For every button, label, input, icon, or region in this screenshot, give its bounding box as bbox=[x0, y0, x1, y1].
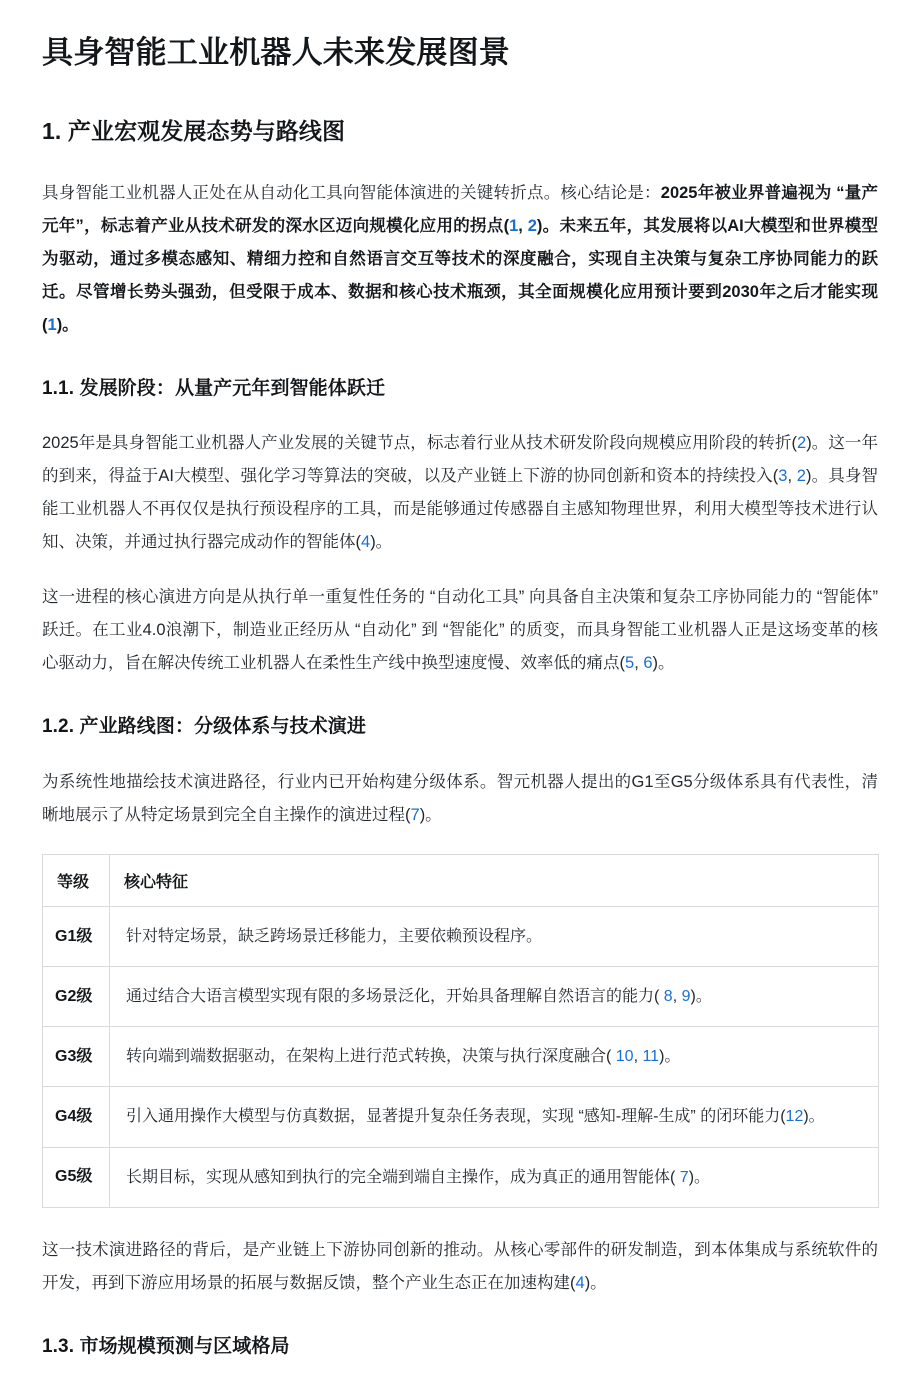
cell-level: G4级 bbox=[43, 1087, 110, 1147]
citation-link[interactable]: 1 bbox=[47, 315, 57, 334]
cell-feature bbox=[110, 1087, 879, 1147]
citation-separator: , bbox=[634, 654, 644, 673]
text-segment: 引入通用操作大模型与仿真数据，显著提升复杂任务表现，实现 “感知-理解-生成” 的闭环能力( bbox=[126, 1108, 786, 1126]
citation-link[interactable]: 4 bbox=[361, 533, 371, 552]
citation-link[interactable]: 7 bbox=[410, 805, 420, 824]
section-heading-1: 1. 产业宏观发展态势与路线图 bbox=[42, 117, 346, 144]
section-1-2-paragraph-1 bbox=[42, 766, 878, 832]
text-segment: )。 bbox=[652, 654, 675, 673]
citation-link[interactable]: 7 bbox=[679, 1168, 689, 1186]
citation-separator: , bbox=[672, 988, 682, 1006]
intro-bold-separator-1: , bbox=[518, 216, 528, 235]
cell-level: G1级 bbox=[43, 906, 110, 966]
text-segment: )。 bbox=[688, 1168, 711, 1186]
section-1-1-paragraph-1 bbox=[42, 427, 878, 559]
cell-level: G2级 bbox=[43, 967, 110, 1027]
text-segment: 针对特定场景，缺乏跨场景迁移能力，主要依赖预设程序。 bbox=[126, 927, 543, 945]
citation-link[interactable]: 9 bbox=[681, 988, 691, 1006]
text-segment: 通过结合大语言模型实现有限的多场景泛化，开始具备理解自然语言的能力( bbox=[126, 988, 664, 1006]
citation-link[interactable]: 10 bbox=[615, 1048, 634, 1066]
citation-link[interactable]: 11 bbox=[642, 1048, 660, 1066]
page-title: 具身智能工业机器人未来发展图景 bbox=[42, 35, 510, 70]
text-segment: )。 bbox=[659, 1048, 681, 1066]
cell-feature bbox=[110, 906, 879, 966]
table-row bbox=[43, 906, 879, 966]
citation-link[interactable]: 6 bbox=[643, 654, 653, 673]
section-heading-1-1: 1.1. 发展阶段：从量产元年到智能体跃迁 bbox=[42, 377, 386, 399]
cell-level: G5级 bbox=[43, 1147, 110, 1207]
intro-bold-segment-3: )。 bbox=[56, 315, 79, 334]
text-segment: 2025年是具身智能工业机器人产业发展的关键节点，标志着行业从技术研发阶段向规模应用阶段的转折( bbox=[42, 434, 798, 453]
table-row bbox=[43, 967, 879, 1027]
intro-bold-segment-2: )。未来五年，其发展将以AI大模型和世界模型为驱动，通过多模态感知、精细力控和自然语言交互等技术的深度融合，实现自主决策与复杂工序协同能力的跃迁。尽管增长势头强劲，但受限于成本、数据和核心技术瓶颈，其全面规模化应用预计要到2030年之后才能实现( bbox=[42, 216, 878, 334]
intro-bold-segment-1: 2025年被业界普遍视为 “量产元年”，标志着产业从技术研发的深水区迈向规模化应用的拐点( bbox=[42, 183, 879, 235]
table-row bbox=[43, 1147, 879, 1207]
text-segment: 长期目标，实现从感知到执行的完全端到端自主操作，成为真正的通用智能体( bbox=[126, 1168, 680, 1186]
text-segment: 为系统性地描绘技术演进路径，行业内已开始构建分级体系。智元机器人提出的G1至G5分级体系具有代表性，清晰地展示了从特定场景到完全自主操作的演进过程( bbox=[42, 772, 878, 824]
citation-link[interactable]: 8 bbox=[663, 988, 673, 1006]
text-segment: )。 bbox=[690, 988, 712, 1006]
text-segment: )。 bbox=[584, 1273, 607, 1292]
cell-feature bbox=[110, 967, 879, 1027]
text-segment: )。 bbox=[803, 1108, 825, 1126]
text-segment: )。 bbox=[419, 805, 442, 824]
table-row bbox=[43, 1087, 879, 1147]
cell-feature bbox=[110, 1147, 879, 1207]
text-segment: 转向端到端数据驱动，在架构上进行范式转换，决策与执行深度融合( bbox=[126, 1048, 616, 1066]
column-header-feature: 核心特征 bbox=[110, 854, 879, 906]
citation-link[interactable]: 2 bbox=[796, 467, 806, 486]
text-segment: )。这一年的到来，得益于AI大模型、强化学习等算法的突破，以及产业链上下游的协同创新和资本的持续投入( bbox=[42, 434, 878, 486]
page-bottom-spacer bbox=[42, 1386, 878, 1396]
intro-lead-text: 具身智能工业机器人正处在从自动化工具向智能体演进的关键转折点。核心结论是： bbox=[42, 183, 661, 202]
section-heading-1-2: 1.2. 产业路线图：分级体系与技术演进 bbox=[42, 716, 366, 738]
text-segment: )。具身智能工业机器人不再仅仅是执行预设程序的工具，而是能够通过传感器自主感知物理世界，利用大模型等技术进行认知、决策，并通过执行器完成动作的智能体( bbox=[42, 467, 878, 552]
text-segment: )。 bbox=[370, 533, 393, 552]
text-segment: 这一进程的核心演进方向是从执行单一重复性任务的 “自动化工具” 向具备自主决策和复杂工序协同能力的 “智能体” 跃迁。在工业4.0浪潮下，制造业正经历从 “自动化” 到 “智能化” 的质变，而具身智能工业机器人正是这场变革的核心驱动力，旨在解决传统工业机器人在柔性生产线中换型速度慢、效率低的痛点( bbox=[42, 588, 878, 673]
cell-level: G3级 bbox=[43, 1027, 110, 1087]
grade-system-table bbox=[42, 854, 879, 1208]
section-heading-1-3: 1.3. 市场规模预测与区域格局 bbox=[42, 1335, 290, 1357]
citation-link[interactable]: 2 bbox=[527, 216, 537, 235]
section-1-2-paragraph-2 bbox=[42, 1234, 878, 1300]
citation-link[interactable]: 5 bbox=[625, 654, 635, 673]
cell-feature bbox=[110, 1027, 879, 1087]
citation-link[interactable]: 2 bbox=[797, 434, 807, 453]
text-segment: 这一技术演进路径的背后，是产业链上下游协同创新的推动。从核心零部件的研发制造，到本体集成与系统软件的开发，再到下游应用场景的拓展与数据反馈，整个产业生态正在加速构建( bbox=[42, 1240, 878, 1292]
table-body bbox=[43, 906, 879, 1207]
table-row bbox=[43, 1027, 879, 1087]
column-header-level: 等级 bbox=[43, 854, 110, 906]
citation-link[interactable]: 4 bbox=[575, 1273, 585, 1292]
citation-separator: , bbox=[787, 467, 797, 486]
citation-link[interactable]: 3 bbox=[778, 467, 788, 486]
section-1-1-paragraph-2 bbox=[42, 581, 878, 680]
citation-link[interactable]: 12 bbox=[785, 1108, 804, 1126]
section-1-intro-paragraph bbox=[42, 177, 878, 342]
citation-separator: , bbox=[633, 1048, 643, 1066]
citation-link[interactable]: 1 bbox=[509, 216, 519, 235]
table-header-row bbox=[43, 854, 879, 906]
